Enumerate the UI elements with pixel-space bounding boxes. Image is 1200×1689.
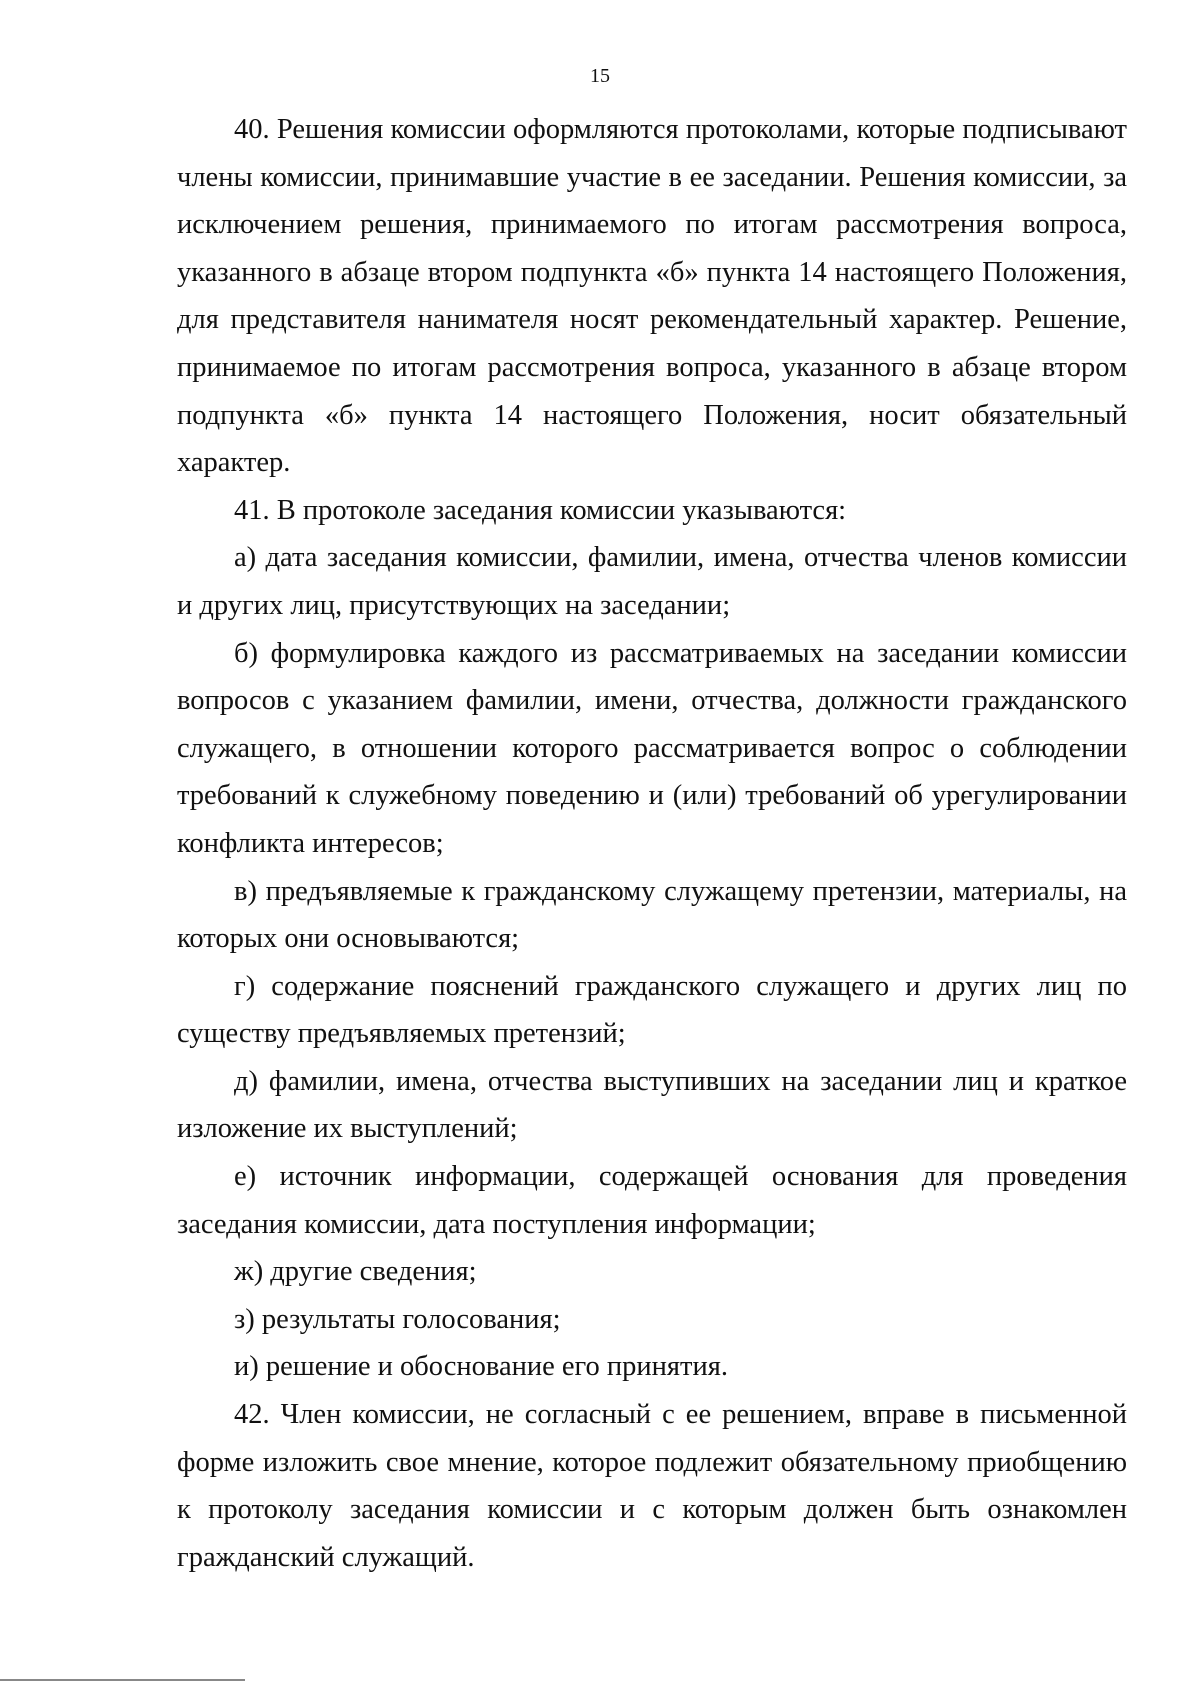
item-g: г) содержание пояснений гражданского служащего и других лиц по существу предъявляемых претензий; — [177, 970, 1127, 1050]
item-v: в) предъявляемые к гражданскому служащему претензии, материалы, на которых они основываются; — [177, 875, 1127, 955]
item-z: з) результаты голосования; — [234, 1303, 561, 1335]
item-d: д) фамилии, имена, отчества выступивших на заседании лиц и краткое изложение их выступлений; — [177, 1065, 1127, 1145]
item-zh: ж) другие сведения; — [234, 1256, 477, 1288]
item-e: е) источник информации, содержащей основания для проведения заседания комиссии, дата поступления информации; — [177, 1161, 1127, 1240]
item-i: и) решение и обоснование его принятия. — [234, 1351, 728, 1383]
paragraph-41: 41. В протоколе заседания комиссии указываются: — [234, 494, 847, 526]
paragraph-40: 40. Решения комиссии оформляются протоколами, которые подписывают члены комиссии, принимавшие участие в ее заседании. Решения комиссии, за исключением решения, принимаемого по итогам рассмотрения вопроса, указанного в абзаце втором подпункта «б» пункта 14 настоящего Положения, для представителя нанимателя носят рекомендательный характер. Решение, принимаемое по итогам рассмотрения вопроса, указанного в абзаце втором подпункта «б» пункта 14 настоящего Положения, носит обязательный характер. — [177, 114, 1127, 479]
document-body — [177, 106, 1127, 1581]
paragraph-42: 42. Член комиссии, не согласный с ее решением, вправе в письменной форме изложить свое мнение, которое подлежит обязательному приобщению к протоколу заседания комиссии и с которым должен быть ознакомлен гражданский служащий. — [177, 1399, 1127, 1573]
item-a: а) дата заседания комиссии, фамилии, имена, отчества членов комиссии и других лиц, присутствующих на заседании; — [177, 542, 1127, 621]
scan-edge-line — [0, 1679, 245, 1681]
page-number: 15 — [590, 65, 610, 87]
item-b: б) формулировка каждого из рассматриваемых на заседании комиссии вопросов с указанием фамилии, имени, отчества, должности гражданского служащего, в отношении которого рассматривается вопрос о соблюдении требований к служебному поведению и (или) требований об урегулировании конфликта интересов; — [177, 637, 1127, 859]
